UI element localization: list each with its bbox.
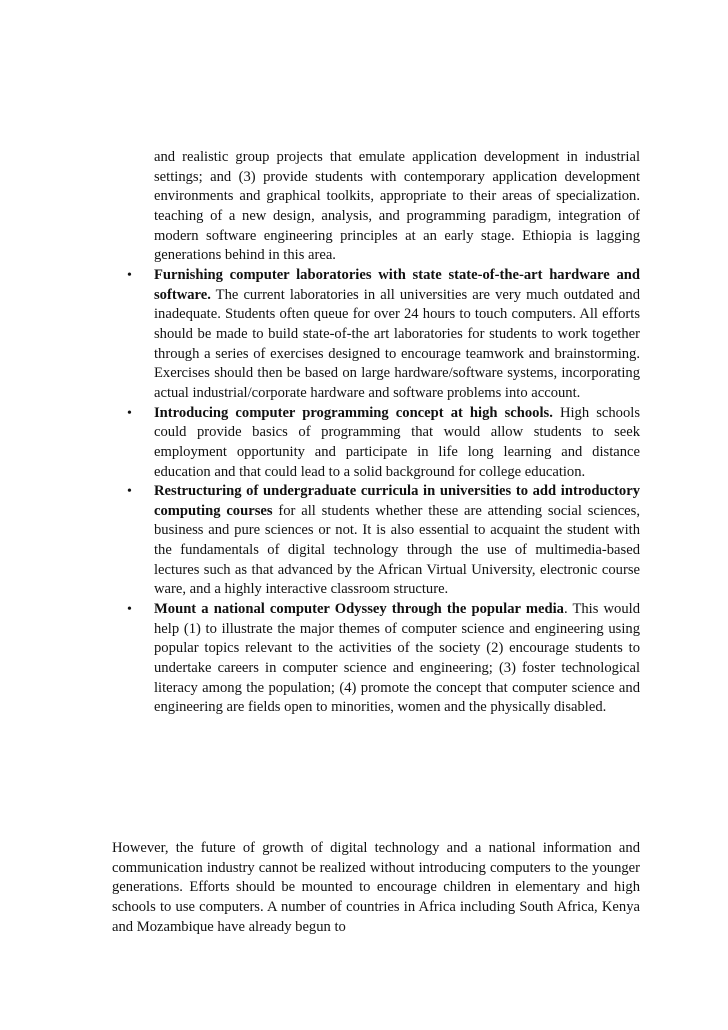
item-heading: Furnishing computer laboratories with state state-of-the-art hardware and software. <box>154 266 640 303</box>
bullet-icon: • <box>127 267 132 283</box>
item-text: for all students whether these are attending social sciences, business and pure sciences or not. It is also essential to acquaint the student with the fundamentals of digital technology through the use of multimedia-based lectures such as that advanced by the African Virtual University, electronic course ware, and a highly interactive classroom structure. <box>154 502 640 598</box>
list-item-continuation <box>112 148 640 266</box>
item-text: High schools could provide basics of programming that would allow students to seek employment opportunity and participate in life long learning and distance education and that could lead to a solid background for college education. <box>154 404 640 480</box>
item-text: and realistic group projects that emulate application development in industrial settings; and (3) provide students with contemporary application development environments and graphical toolkits, appropriate to their areas of specialization. teaching of a new design, analysis, and programming paradigm, integration of modern software engineering principles at an early stage. Ethiopia is lagging generations behind in this area. <box>154 149 640 264</box>
item-text: The current laboratories in all universities are very much outdated and inadequate. Students often queue for over 24 hours to touch computers. All efforts should be made to build state-of-the art laboratories for students to work together through a series of exercises designed to encourage teamwork and brainstorming. Exercises should then be based on large hardware/software systems, incorporating actual industrial/corporate hardware and software problems into account. <box>154 286 640 401</box>
list-item-curricula-restructuring <box>112 482 640 600</box>
bullet-icon: • <box>127 602 132 618</box>
item-heading: Introducing computer programming concept at high schools. <box>154 404 553 421</box>
item-heading: Mount a national computer Odyssey through the popular media <box>154 601 564 618</box>
body-paragraph: However, the future of growth of digital technology and a national information and communication industry cannot be realized without introducing computers to the younger generations. Efforts should be mounted to encourage children in elementary and high schools to use computers. A number of countries in Africa including South Africa, Kenya and Mozambique have already begun to <box>112 840 640 935</box>
bullet-icon: • <box>127 484 132 500</box>
item-heading: Restructuring of undergraduate curricula in universities to add introductory computing courses <box>154 483 640 519</box>
list-item-high-school-programming <box>112 404 640 483</box>
list-item-computer-laboratories <box>112 266 640 404</box>
item-text: . This would help (1) to illustrate the major themes of computer science and engineering using popular topics relevant to the activities of the society (2) encourage students to undertake careers in computer science and engineering; (3) foster technological literacy among the population; (4) promote the concept that computer science and engineering are fields open to minorities, women and the physically disabled. <box>154 601 640 716</box>
bullet-icon: • <box>127 405 132 421</box>
recommendation-list <box>112 148 640 718</box>
list-item-computer-odyssey <box>112 600 640 718</box>
